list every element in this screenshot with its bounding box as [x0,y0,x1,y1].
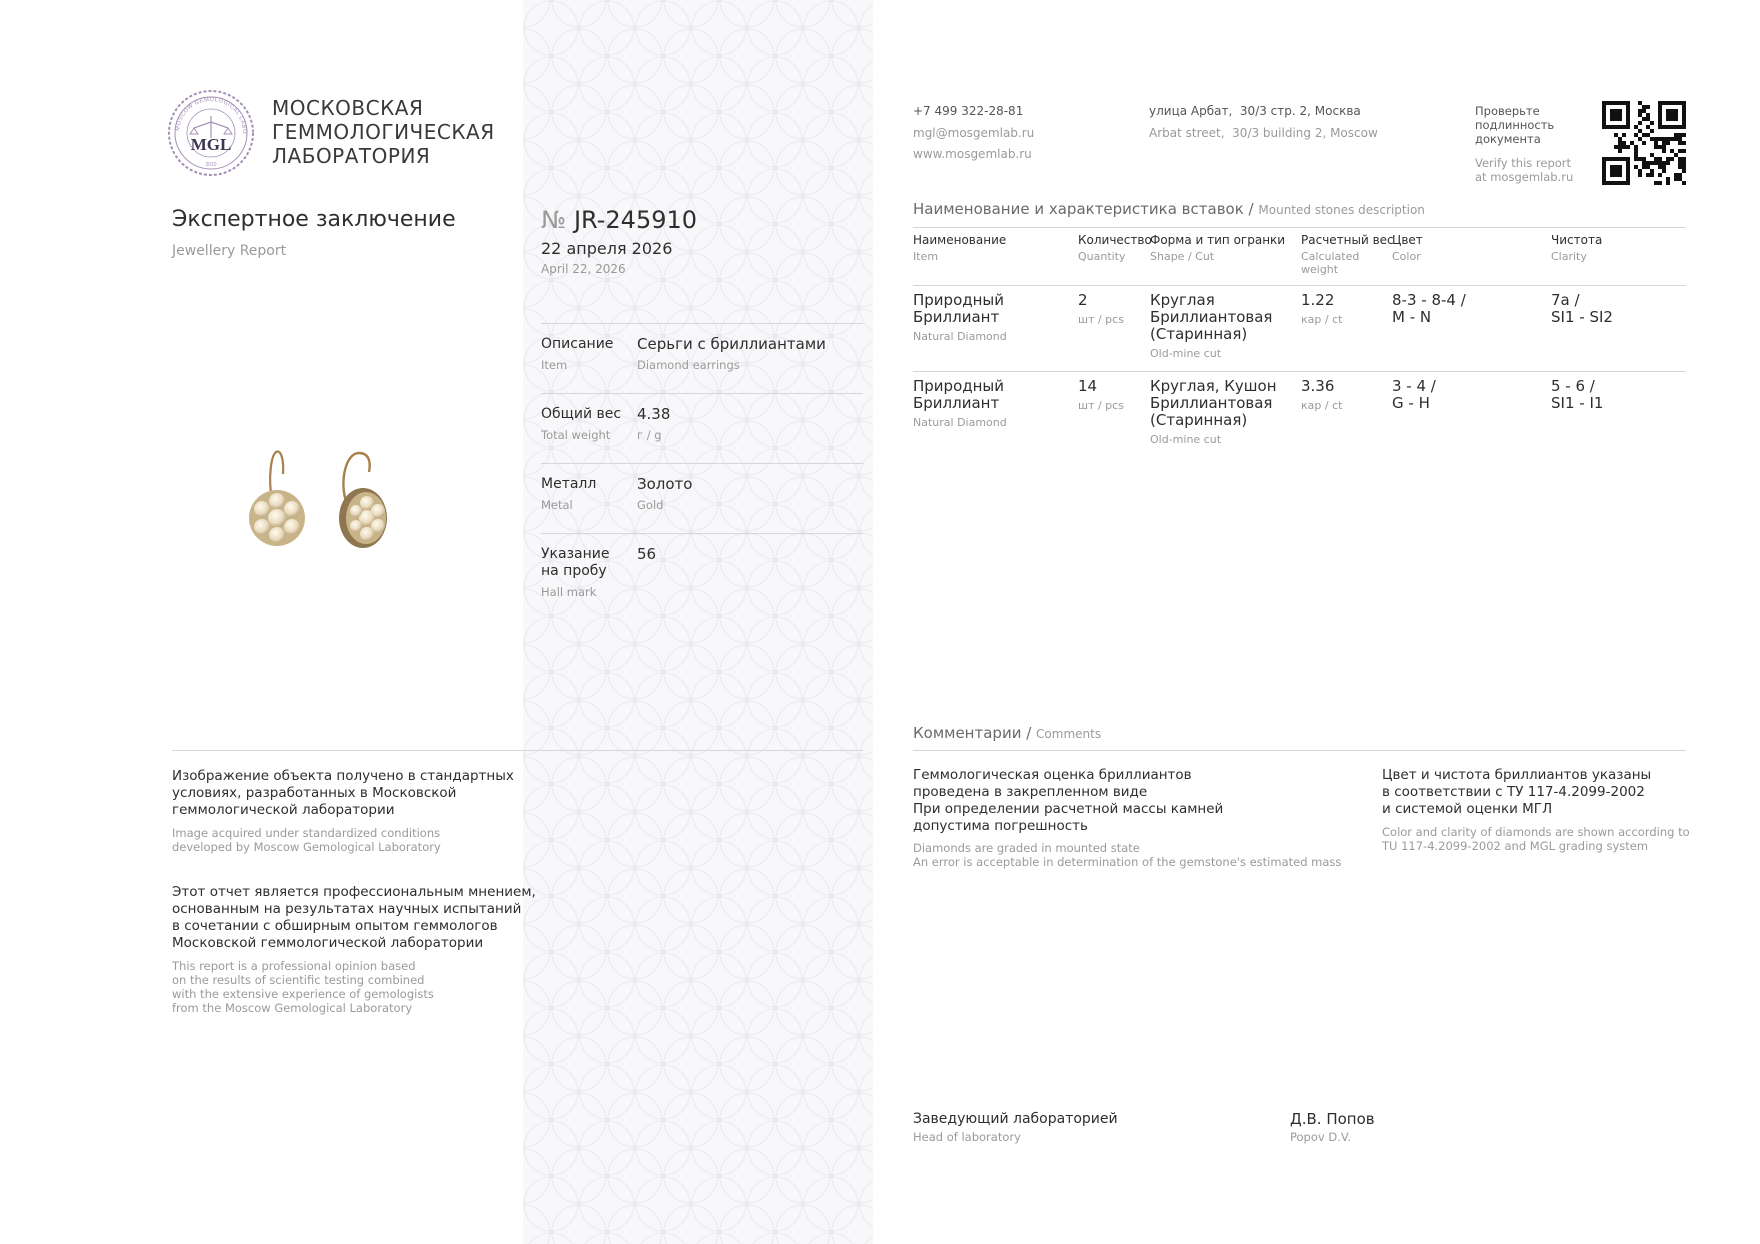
detail-value-en: Diamond earrings [637,358,740,372]
detail-value: 56 [637,545,657,563]
image-note-en: Image acquired under standardized conditions developed by Moscow Gemological Laboratory [172,826,441,854]
divider [913,371,1686,372]
signature-role-en: Head of laboratory [913,1130,1021,1144]
stone-item: Природный Бриллиант [913,291,1005,326]
number-value: JR-245910 [573,206,698,234]
number-prefix: № [541,206,566,234]
divider [541,533,863,534]
stone-cut: Круглая, Кушон Бриллиантовая (Старинная) [1150,377,1277,429]
stone-cut-en: Old-mine cut [1150,347,1222,360]
detail-value-en: Gold [637,498,664,512]
stone-cut-en: Old-mine cut [1150,433,1222,446]
stone-clarity: 7а / SI1 - SI2 [1551,291,1613,326]
divider [172,750,863,751]
column-header-ru: Форма и тип огранки [1150,233,1286,247]
column-header-ru: Количество [1078,233,1152,247]
address: улица Арбат, 30/3 стр. 2, Москва [1149,104,1361,118]
detail-label-en: Item [541,358,568,372]
column-header [1301,233,1394,276]
column-header [913,233,1006,263]
stone-weight: 3.36 [1301,377,1335,395]
lab-seal-icon [166,88,256,178]
report-title: Экспертное заключение [172,207,456,232]
divider [541,323,863,324]
comment-left: Геммологическая оценка бриллиантов проведена в закрепленном виде При определении расчетной массы камней допустима погрешность [913,767,1224,834]
stone-color: 8-3 - 8-4 / M - N [1392,291,1466,326]
seal-abbr: MGL [190,135,232,154]
detail-label-en: Hall mark [541,585,597,599]
signature-name-en: Popov D.V. [1290,1130,1351,1144]
divider [913,285,1686,286]
divider [541,393,863,394]
detail-label-en: Metal [541,498,573,512]
phone[interactable]: +7 499 322-28-81 [913,104,1024,118]
stone-cut: Круглая Бриллиантовая (Старинная) [1150,291,1273,343]
column-header [1078,233,1152,263]
stone-weight-unit: кар / ct [1301,399,1343,412]
comment-right-en: Color and clarity of diamonds are shown according to TU 117-4.2099-2002 and MGL grading system [1382,825,1690,853]
column-header-en: Clarity [1551,250,1587,263]
email-link[interactable]: mgl@mosgemlab.ru [913,126,1035,140]
stone-item: Природный Бриллиант [913,377,1005,412]
detail-value: Серьги с бриллиантами [637,335,826,353]
qr-code-icon[interactable] [1602,101,1686,185]
stone-color: 3 - 4 / G - H [1392,377,1436,412]
stones-title-ru: Наименование и характеристика вставок / [913,200,1254,218]
background-pattern [523,0,873,1244]
report-number [541,206,697,234]
image-note: Изображение объекта получено в стандартных условиях, разработанных в Московской геммологической лаборатории [172,768,514,818]
column-header-ru: Чистота [1551,233,1603,247]
detail-value: 4.38 [637,405,671,423]
opinion-note-en: This report is a professional opinion based on the results of scientific testing combined with the extensive experience of gemologists from the Moscow Gemological Laboratory [172,959,434,1015]
signature-name: Д.В. Попов [1290,1110,1375,1128]
stones-table-header [913,233,1686,278]
seal-year: 2010 [205,162,217,168]
comments-title-ru: Комментарии / [913,724,1032,742]
comments-title-en: Comments [1036,727,1102,741]
column-header-en: Calculated weight [1301,250,1360,276]
stone-weight: 1.22 [1301,291,1335,309]
column-header-en: Shape / Cut [1150,250,1215,263]
divider [913,750,1686,751]
stone-qty-unit: шт / pcs [1078,399,1124,412]
column-header-ru: Наименование [913,233,1007,247]
stone-qty: 2 [1078,291,1088,309]
signature-role: Заведующий лабораторией [913,1111,1118,1127]
column-header-en: Item [913,250,939,263]
stones-title-en: Mounted stones description [1258,203,1425,217]
report-title-en: Jewellery Report [172,243,287,259]
stone-item-en: Natural Diamond [913,330,1007,343]
seal-ring-text: MOSCOW GEMOLOGICAL LABO [174,96,248,135]
column-header-ru: Расчетный вес [1301,233,1394,247]
verify-text-en: Verify this report at mosgemlab.ru [1475,156,1574,184]
table-row [913,292,1686,372]
stones-section-title [913,200,1425,218]
stone-qty-unit: шт / pcs [1078,313,1124,326]
report-date-en: April 22, 2026 [541,262,626,276]
detail-label-en: Total weight [541,428,611,442]
stone-weight-unit: кар / ct [1301,313,1343,326]
column-header [1551,233,1602,263]
earrings-photo [235,448,415,568]
address-en: Arbat street, 30/3 building 2, Moscow [1149,126,1378,140]
lab-name: МОСКОВСКАЯ ГЕММОЛОГИЧЕСКАЯ ЛАБОРАТОРИЯ [272,96,495,168]
stone-clarity: 5 - 6 / SI1 - I1 [1551,377,1604,412]
column-header [1392,233,1423,263]
verify-text: Проверьте подлинность документа [1475,104,1555,146]
stone-item-en: Natural Diamond [913,416,1007,429]
table-row [913,378,1686,458]
divider [541,463,863,464]
detail-value-en: г / g [637,428,662,442]
column-header [1150,233,1285,263]
comment-left-en: Diamonds are graded in mounted state An error is acceptable in determination of the gemstone's estimated mass [913,841,1342,869]
detail-label: Металл [541,476,597,492]
divider [913,227,1686,228]
column-header-en: Color [1392,250,1421,263]
detail-label: Общий вес [541,406,622,422]
detail-label: Указание на пробу [541,546,610,579]
stone-qty: 14 [1078,377,1098,395]
detail-value: Золото [637,475,693,493]
report-date: 22 апреля 2026 [541,239,673,258]
comments-section-title [913,724,1101,742]
opinion-note: Этот отчет является профессиональным мнением, основанным на результатах научных испытаний в сочетании с обширным опытом геммологов Московской геммологической лаборатории [172,884,536,951]
website-link[interactable]: www.mosgemlab.ru [913,147,1032,161]
column-header-en: Quantity [1078,250,1126,263]
comment-right: Цвет и чистота бриллиантов указаны в соответствии с ТУ 117-4.2099-2002 и системой оценки МГЛ [1382,767,1652,817]
detail-label: Описание [541,336,614,352]
column-header-ru: Цвет [1392,233,1423,247]
